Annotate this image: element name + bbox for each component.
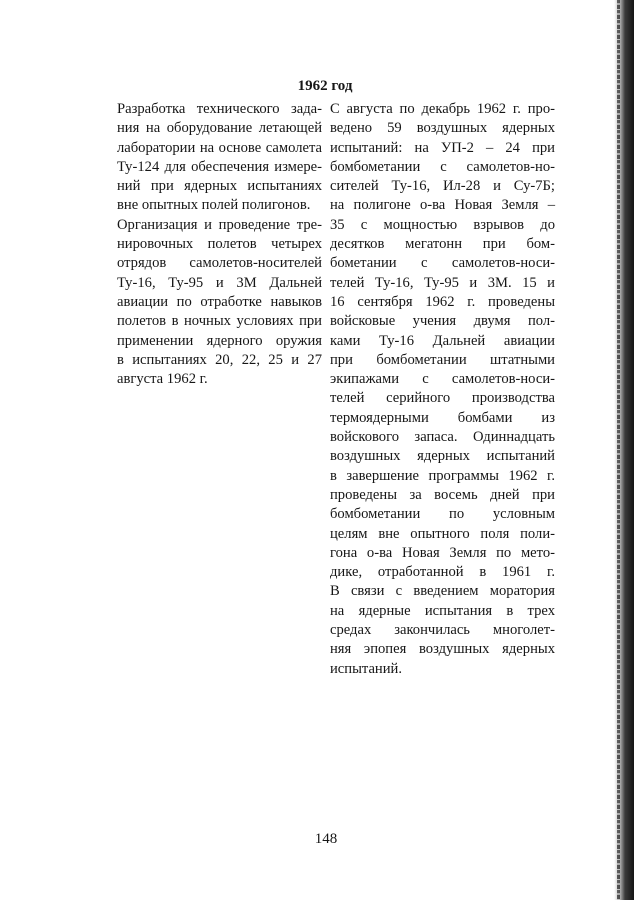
text-line: 16 сентября 1962 г. проведены bbox=[330, 293, 555, 310]
text-line: экипажами с самолетов-носи- bbox=[330, 371, 555, 388]
text-line: ний при ядерных испытаниях bbox=[117, 178, 322, 195]
text-line: С августа по декабрь 1962 г. про- bbox=[330, 101, 555, 117]
text-line: Ту-16, Ту-95 и 3М Дальней bbox=[117, 274, 322, 291]
text-line: няя эпопея воздушных ядерных bbox=[330, 641, 555, 658]
text-line: на полигоне о-ва Новая Земля – bbox=[330, 197, 555, 214]
text-line: ния на оборудование летающей bbox=[117, 120, 322, 137]
text-line: десятков мегатонн при бом- bbox=[330, 236, 555, 253]
text-line: полетов в ночных условиях при bbox=[117, 313, 322, 330]
text-line: применении ядерного оружия bbox=[117, 332, 322, 349]
text-line: испытаний. bbox=[330, 660, 403, 677]
text-line: вне опытных полей полигонов. bbox=[117, 197, 311, 214]
text-line: нировочных полетов четырех bbox=[117, 236, 322, 253]
text-line: Ту-124 для обеспечения измере- bbox=[117, 158, 322, 175]
text-line: испытаний: на УП-2 – 24 при bbox=[330, 139, 555, 156]
text-line: бометании с самолетов-носи- bbox=[330, 255, 555, 272]
text-line: Разработка технического зада- bbox=[117, 101, 322, 117]
text-line: термоядерными бомбами из bbox=[330, 409, 555, 426]
text-line: при бомбометании штатными bbox=[330, 351, 555, 368]
text-line: средах закончилась многолет- bbox=[330, 622, 555, 639]
text-line: дике, отработанной в 1961 г. bbox=[330, 564, 555, 581]
text-line: телей серийного производства bbox=[330, 390, 555, 407]
text-line: воздушных ядерных испытаний bbox=[330, 448, 555, 465]
text-line: авиации по отработке навыков bbox=[117, 293, 322, 310]
text-line: на ядерные испытания в трех bbox=[330, 602, 555, 619]
text-line: в завершение программы 1962 г. bbox=[330, 467, 555, 484]
text-line: ками Ту-16 Дальней авиации bbox=[330, 332, 555, 349]
section-heading: 1962 год bbox=[297, 78, 353, 94]
text-line: бомбометании по условным bbox=[330, 506, 555, 523]
text-line: августа 1962 г. bbox=[117, 371, 208, 388]
text-line: в испытаниях 20, 22, 25 и 27 bbox=[117, 351, 322, 368]
page-number: 148 bbox=[314, 831, 338, 847]
text-line: гона о-ва Новая Земля по мето- bbox=[330, 544, 555, 561]
text-line: сителей Ту-16, Ил-28 и Су-7Б; bbox=[330, 178, 555, 195]
text-line: телей Ту-16, Ту-95 и 3М. 15 и bbox=[330, 274, 555, 291]
text-line: войсковые учения двумя пол- bbox=[330, 313, 555, 330]
text-line: лаборатории на основе самолета bbox=[117, 139, 322, 156]
left-text-column bbox=[117, 100, 322, 389]
text-line: целям вне опытного поля поли- bbox=[330, 525, 555, 542]
text-line: войскового запаса. Одиннадцать bbox=[330, 429, 555, 446]
text-line: бомбометании с самолетов-но- bbox=[330, 158, 555, 175]
text-line: 35 с мощностью взрывов до bbox=[330, 216, 555, 233]
text-line: отрядов самолетов-носителей bbox=[117, 255, 322, 272]
page-edge-scan-noise bbox=[617, 0, 620, 900]
text-line: проведены за восемь дней при bbox=[330, 486, 555, 503]
right-text-column bbox=[330, 100, 555, 679]
text-line: ведено 59 воздушных ядерных bbox=[330, 120, 555, 137]
text-line: В связи с введением моратория bbox=[330, 583, 555, 600]
text-line: Организация и проведение тре- bbox=[117, 216, 322, 233]
